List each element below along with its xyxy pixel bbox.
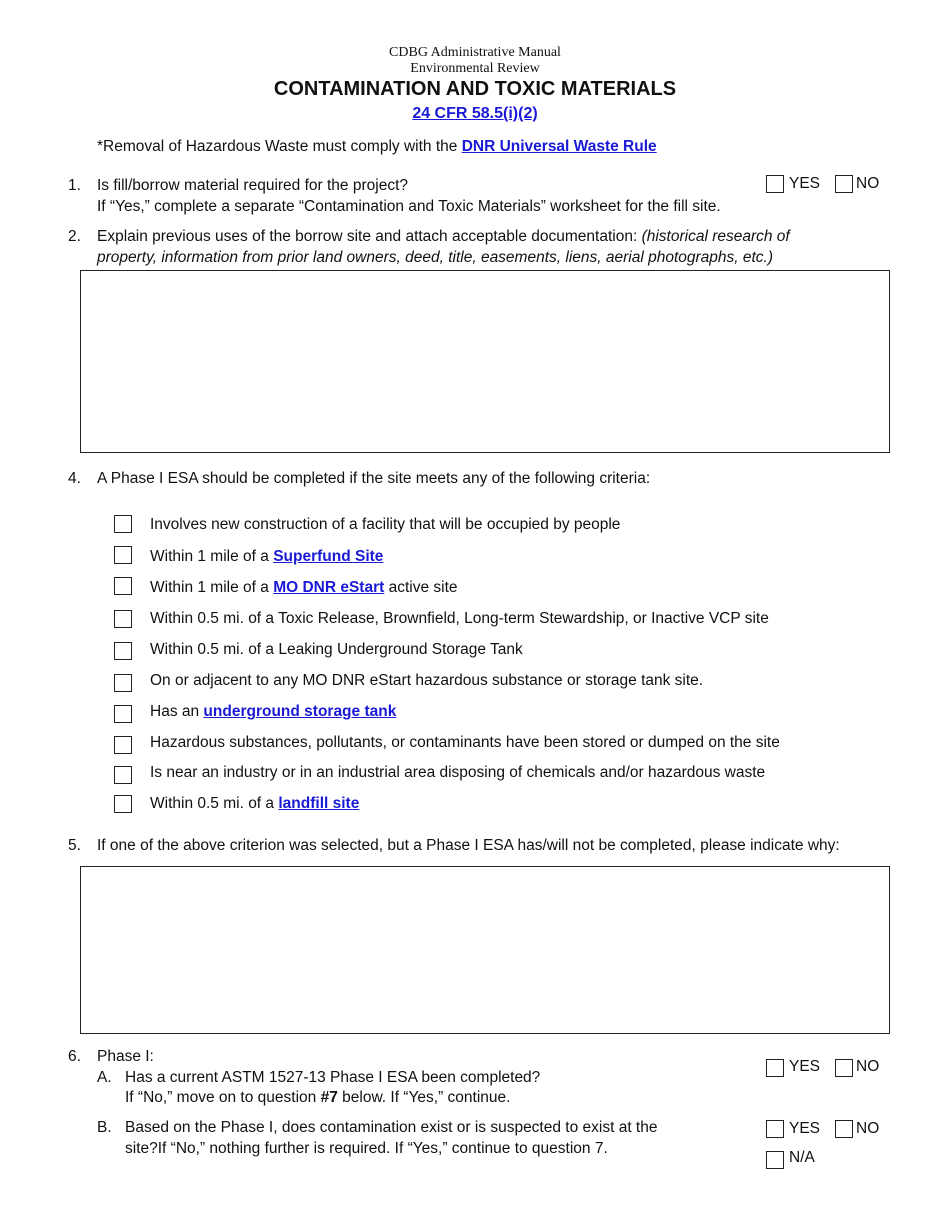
criteria-checkbox[interactable] [114,705,132,723]
dnr-universal-waste-rule-link[interactable]: DNR Universal Waste Rule [461,138,657,155]
q6b-na-label: N/A [789,1149,815,1166]
q6b-line1: Based on the Phase I, does contamination exist or is suspected to exist at the [125,1119,658,1136]
criteria-checkbox[interactable] [114,610,132,628]
manual-title: CDBG Administrative Manual [389,45,561,60]
criteria-checkbox[interactable] [114,577,132,595]
q6-label: Phase I: [97,1048,154,1065]
notice-text: *Removal of Hazardous Waste must comply with the [97,138,462,155]
q6b-no-checkbox[interactable] [835,1120,853,1138]
q6b-line2: site?If “No,” nothing further is required. If “Yes,” continue to question 7. [125,1140,608,1157]
criteria-checkbox[interactable] [114,674,132,692]
manual-subtitle: Environmental Review [410,61,540,76]
criteria-item: Hazardous substances, pollutants, or contaminants have been stored or dumped on the site [150,734,780,751]
q6a-line2: If “No,” move on to question #7 below. If “Yes,” continue. [125,1089,511,1106]
criteria-checkbox[interactable] [114,736,132,754]
q4-number: 4. [68,470,81,487]
criteria-item: Within 0.5 mi. of a Toxic Release, Brownfield, Long-term Stewardship, or Inactive VCP site [150,610,769,627]
q6a-yes-checkbox[interactable] [766,1059,784,1077]
q5-answer-box[interactable] [80,866,890,1034]
page-title: CONTAMINATION AND TOXIC MATERIALS [273,78,677,100]
mo-dnr-estart-link[interactable]: MO DNR eStart [273,579,385,596]
criteria-checkbox[interactable] [114,795,132,813]
criteria-item: Involves new construction of a facility that will be occupied by people [150,516,621,533]
q4-text: A Phase I ESA should be completed if the site meets any of the following criteria: [97,470,651,487]
q2-answer-box[interactable] [80,270,890,453]
q6b-no-label: NO [856,1120,880,1137]
q2-line2 [97,247,773,268]
q6b-letter: B. [97,1119,112,1136]
q6b-na-checkbox[interactable] [766,1151,784,1169]
q6b-yes-label: YES [789,1120,821,1137]
criteria-item: Is near an industry or in an industrial area disposing of chemicals and/or hazardous waste [150,764,766,781]
criteria-item: Within 0.5 mi. of a Leaking Underground Storage Tank [150,641,523,658]
q1-line1: Is fill/borrow material required for the project? [97,177,408,194]
q2-line1 [97,226,790,247]
q1-yes-label: YES [789,175,821,192]
q2-italic-1: (historical research of [641,228,790,245]
underground-storage-tank-link[interactable]: underground storage tank [203,703,397,720]
q6-number: 6. [68,1048,81,1065]
q6a-no-label: NO [856,1058,880,1075]
landfill-site-link[interactable]: landfill site [278,795,360,812]
q1-line2: If “Yes,” complete a separate “Contamination and Toxic Materials” worksheet for the fill site. [97,198,721,215]
criteria-item: Has an underground storage tank [150,703,397,720]
criteria-item: On or adjacent to any MO DNR eStart hazardous substance or storage tank site. [150,672,704,689]
q5-number: 5. [68,837,81,854]
q6a-line1: Has a current ASTM 1527-13 Phase I ESA been completed? [125,1069,541,1086]
criteria-checkbox[interactable] [114,642,132,660]
q6a-yes-label: YES [789,1058,821,1075]
criteria-checkbox[interactable] [114,515,132,533]
q1-yes-checkbox[interactable] [766,175,784,193]
criteria-item: Within 1 mile of a Superfund Site [150,548,384,565]
cfr-link[interactable]: 24 CFR 58.5(i)(2) [412,105,538,122]
criteria-checkbox[interactable] [114,766,132,784]
q1-no-label: NO [856,175,880,192]
q6a-letter: A. [97,1069,112,1086]
q1-number: 1. [68,177,81,194]
criteria-checkbox[interactable] [114,546,132,564]
criteria-item: Within 0.5 mi. of a landfill site [150,795,360,812]
q2-italic-2: property, information from prior land owners, deed, title, easements, liens, aerial photographs, etc.) [97,249,774,266]
q6a-no-checkbox[interactable] [835,1059,853,1077]
superfund-site-link[interactable]: Superfund Site [273,548,384,565]
q2-number: 2. [68,228,81,245]
criteria-item: Within 1 mile of a MO DNR eStart active site [150,579,458,596]
hazardous-waste-notice [97,136,657,157]
q2-text: Explain previous uses of the borrow site and attach acceptable documentation: [97,228,642,245]
q1-no-checkbox[interactable] [835,175,853,193]
q6b-yes-checkbox[interactable] [766,1120,784,1138]
q5-text: If one of the above criterion was selected, but a Phase I ESA has/will not be completed, please indicate why: [97,837,840,854]
